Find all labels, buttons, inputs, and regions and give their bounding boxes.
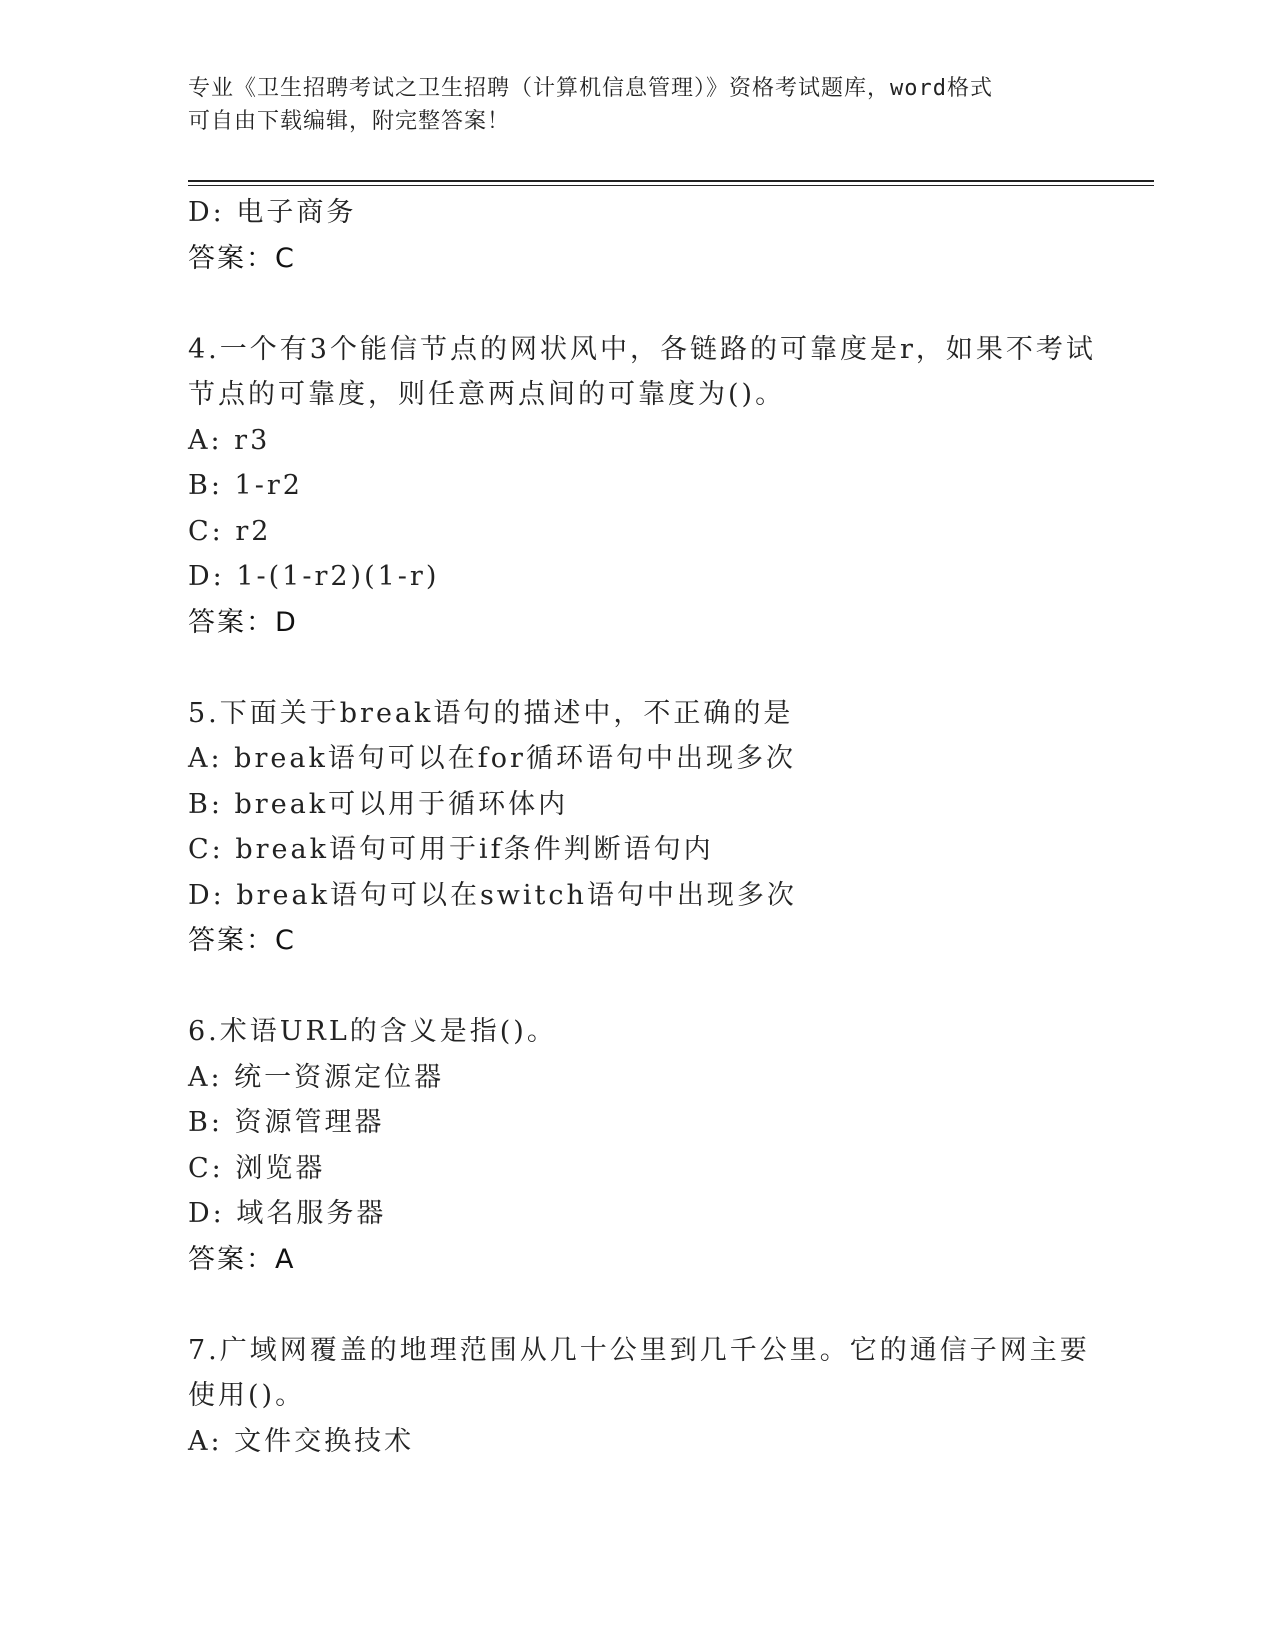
option-a: A: break语句可以在for循环语句中出现多次 bbox=[188, 743, 796, 774]
option-a: A: r3 bbox=[188, 424, 271, 456]
header-divider-thick bbox=[188, 180, 1154, 182]
question-stem: 7.广域网覆盖的地理范围从几十公里到几千公里。它的通信子网主要 bbox=[188, 1334, 1090, 1366]
question-5 bbox=[188, 691, 1148, 964]
spacer bbox=[188, 281, 1148, 327]
header-line-2: 可自由下载编辑，附完整答案！ bbox=[188, 109, 511, 134]
question-6 bbox=[188, 1009, 1148, 1282]
option-c: C: r2 bbox=[188, 515, 272, 547]
question-list bbox=[188, 190, 1148, 1464]
spacer bbox=[188, 964, 1148, 1010]
question-stem-continued: 使用()。 bbox=[188, 1380, 306, 1411]
question-7 bbox=[188, 1328, 1148, 1465]
option-b: B: 1-r2 bbox=[188, 470, 303, 501]
option-a: A: 文件交换技术 bbox=[188, 1425, 415, 1457]
document-header bbox=[188, 72, 1068, 138]
spacer bbox=[188, 645, 1148, 691]
question-stem: 5.下面关于break语句的描述中，不正确的是 bbox=[188, 697, 794, 729]
answer-line: 答案：C bbox=[188, 242, 296, 274]
question-stem: 6.术语URL的含义是指()。 bbox=[188, 1016, 557, 1047]
option-a: A: 统一资源定位器 bbox=[188, 1061, 445, 1093]
option-d: D: break语句可以在switch语句中出现多次 bbox=[188, 879, 797, 911]
option-c: C: 浏览器 bbox=[188, 1152, 326, 1184]
question-stem: 4.一个有3个能信节点的网状风中，各链路的可靠度是r，如果不考试 bbox=[188, 333, 1096, 365]
option-d: D: 域名服务器 bbox=[188, 1198, 387, 1229]
option-d: D: 1-(1-r2)(1-r) bbox=[188, 561, 440, 592]
header-divider-thin bbox=[188, 185, 1154, 186]
answer-line: 答案：C bbox=[188, 925, 296, 956]
option-b: B: 资源管理器 bbox=[188, 1107, 385, 1138]
question-stem-continued: 节点的可靠度，则任意两点间的可靠度为()。 bbox=[188, 379, 786, 410]
header-line-1: 专业《卫生招聘考试之卫生招聘（计算机信息管理）》资格考试题库，word格式 bbox=[188, 76, 993, 101]
option-d: D: 电子商务 bbox=[188, 197, 357, 228]
answer-line: 答案：D bbox=[188, 606, 298, 638]
option-c: C: break语句可用于if条件判断语句内 bbox=[188, 834, 714, 865]
question-4 bbox=[188, 327, 1148, 646]
question-3-tail bbox=[188, 190, 1148, 281]
option-b: B: break可以用于循环体内 bbox=[188, 788, 569, 820]
spacer bbox=[188, 1282, 1148, 1328]
answer-line: 答案：A bbox=[188, 1243, 296, 1275]
